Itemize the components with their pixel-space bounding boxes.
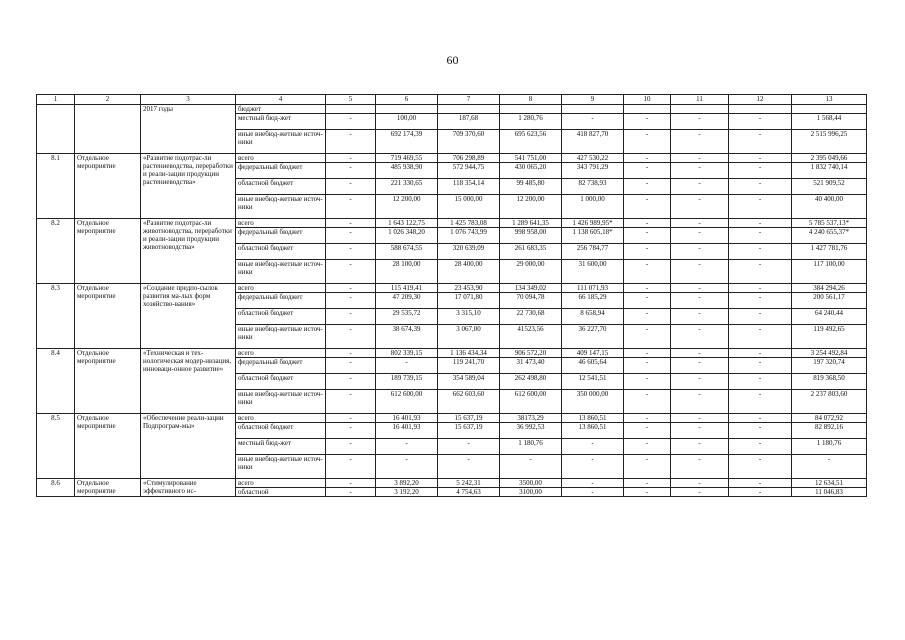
funding-source: иные внебюд-жетные источ-ники [236,130,326,154]
value-cell-c10: - [624,349,671,358]
column-header-9: 9 [562,95,624,105]
value-cell-c10: - [624,244,671,260]
value-cell-c6: - [376,358,438,374]
value-cell-c8 [500,105,562,114]
value-cell-c13: 2 237 803,60 [792,390,867,414]
value-cell-c5: - [326,374,376,390]
value-cell-c11: - [671,293,729,309]
value-cell-c10: - [624,114,671,130]
value-cell-c9: - [562,488,624,497]
value-cell-c7: 354 589,04 [438,374,500,390]
section-id: 8.6 [37,479,75,497]
value-cell-c10: - [624,260,671,284]
section-name: «Создание предпо-сылок развития ма-лых форм хозяйство-вания» [141,284,236,349]
value-cell-c7: - [438,439,500,455]
value-cell-c11: - [671,439,729,455]
value-cell-c8: 261 683,35 [500,244,562,260]
value-cell-c9: - [562,479,624,488]
table-row [37,219,867,228]
value-cell-c5: - [326,293,376,309]
value-cell-c10: - [624,390,671,414]
value-cell-c6: 100,00 [376,114,438,130]
value-cell-c11 [671,105,729,114]
value-cell-c10: - [624,479,671,488]
column-header-11: 11 [671,95,729,105]
value-cell-c7: 4 754,63 [438,488,500,497]
funding-source: федеральный бюджет [236,293,326,309]
funding-source: областной бюджет [236,179,326,195]
value-cell-c12: - [729,349,792,358]
value-cell-c8: 22 730,68 [500,309,562,325]
value-cell-c13: 64 240,44 [792,309,867,325]
column-header-12: 12 [729,95,792,105]
value-cell-c8: 1 289 641,35 [500,219,562,228]
value-cell-c7: 17 071,80 [438,293,500,309]
funding-source: федеральный бюджет [236,228,326,244]
value-cell-c12: - [729,293,792,309]
value-cell-c9: 409 147,15 [562,349,624,358]
value-cell-c11: - [671,488,729,497]
value-cell-c13: - [792,455,867,479]
column-header-2: 2 [75,95,141,105]
value-cell-c13: 1 568,44 [792,114,867,130]
value-cell-c10: - [624,228,671,244]
value-cell-c6: 16 401,93 [376,414,438,423]
value-cell-c9: 8 658,94 [562,309,624,325]
value-cell-c9: - [562,455,624,479]
value-cell-c11: - [671,179,729,195]
value-cell-c6: 29 535,72 [376,309,438,325]
value-cell-c11: - [671,195,729,219]
value-cell-c12: - [729,260,792,284]
value-cell-c5: - [326,244,376,260]
value-cell-c8: 70 094,78 [500,293,562,309]
value-cell-c7: 1 425 783,08 [438,219,500,228]
table-row [37,349,867,358]
section-name: «Техническая и тех-нологическая модер-низация, инноваци-онное развитие» [141,349,236,414]
value-cell-c6: 588 674,55 [376,244,438,260]
value-cell-c10: - [624,374,671,390]
value-cell-c9: 31 600,00 [562,260,624,284]
value-cell-c11: - [671,374,729,390]
value-cell-c11: - [671,423,729,439]
value-cell-c12: - [729,325,792,349]
value-cell-c8: 12 200,00 [500,195,562,219]
value-cell-c10: - [624,488,671,497]
value-cell-c7: 706 298,89 [438,154,500,163]
column-header-5: 5 [326,95,376,105]
table-row [37,284,867,293]
value-cell-c9: 12 541,51 [562,374,624,390]
value-cell-c12: - [729,219,792,228]
funding-source: областной бюджет [236,374,326,390]
value-cell-c13: 5 785 537,13* [792,219,867,228]
funding-source: областной бюджет [236,423,326,439]
funding-source: федеральный бюджет [236,163,326,179]
funding-source: иные внебюд-жетные источ-ники [236,390,326,414]
section-type [75,105,141,154]
value-cell-c10: - [624,130,671,154]
value-cell-c9: 418 827,70 [562,130,624,154]
section-id: 8.2 [37,219,75,284]
value-cell-c6: 189 739,15 [376,374,438,390]
funding-source: иные внебюд-жетные источ-ники [236,325,326,349]
value-cell-c7: 320 639,09 [438,244,500,260]
value-cell-c8: 3100,00 [500,488,562,497]
value-cell-c6: 115 419,41 [376,284,438,293]
value-cell-c8: 38173,29 [500,414,562,423]
value-cell-c6: 719 469,55 [376,154,438,163]
funding-source: местный бюд-жет [236,114,326,130]
value-cell-c6: 1 643 122,75 [376,219,438,228]
value-cell-c12: - [729,154,792,163]
value-cell-c11: - [671,349,729,358]
value-cell-c7: 1 136 434,34 [438,349,500,358]
value-cell-c12: - [729,309,792,325]
value-cell-c8: - [500,455,562,479]
value-cell-c13: 119 492,65 [792,325,867,349]
value-cell-c7: 709 370,60 [438,130,500,154]
value-cell-c10: - [624,414,671,423]
value-cell-c13: 2 515 996,25 [792,130,867,154]
value-cell-c11: - [671,260,729,284]
column-header-6: 6 [376,95,438,105]
value-cell-c11: - [671,154,729,163]
page-number: 60 [446,53,459,67]
value-cell-c10: - [624,219,671,228]
value-cell-c5: - [326,309,376,325]
section-name: «Развитие подотрас-ли животноводства, переработки и реали-зации продукции животноводства» [141,219,236,284]
value-cell-c8: 41523,56 [500,325,562,349]
value-cell-c10: - [624,455,671,479]
value-cell-c11: - [671,244,729,260]
funding-source: федеральный бюджет [236,358,326,374]
value-cell-c13: 117 100,00 [792,260,867,284]
column-header-8: 8 [500,95,562,105]
value-cell-c11: - [671,455,729,479]
value-cell-c12: - [729,228,792,244]
value-cell-c7: 187,68 [438,114,500,130]
value-cell-c7: 5 242,31 [438,479,500,488]
value-cell-c9 [562,105,624,114]
value-cell-c6: 28 100,00 [376,260,438,284]
value-cell-c10: - [624,293,671,309]
value-cell-c10: - [624,284,671,293]
value-cell-c12: - [729,358,792,374]
value-cell-c7: 572 944,75 [438,163,500,179]
value-cell-c8: 36 992,53 [500,423,562,439]
value-cell-c9: 343 791,29 [562,163,624,179]
table-header-row [37,95,867,105]
value-cell-c5: - [326,414,376,423]
funding-source: иные внебюд-жетные источ-ники [236,195,326,219]
value-cell-c5: - [326,423,376,439]
value-cell-c13: 819 368,50 [792,374,867,390]
value-cell-c13: 4 240 655,37* [792,228,867,244]
value-cell-c7: - [438,455,500,479]
value-cell-c12: - [729,179,792,195]
value-cell-c8: 262 498,80 [500,374,562,390]
value-cell-c9: - [562,114,624,130]
value-cell-c6 [376,105,438,114]
value-cell-c10: - [624,163,671,179]
value-cell-c13: 1 832 740,14 [792,163,867,179]
budget-table [36,94,867,497]
value-cell-c8: 134 349,02 [500,284,562,293]
value-cell-c9: 46 605,64 [562,358,624,374]
funding-source: всего [236,349,326,358]
value-cell-c7: 119 241,70 [438,358,500,374]
value-cell-c9: - [562,439,624,455]
value-cell-c9: 1 000,00 [562,195,624,219]
value-cell-c10: - [624,423,671,439]
value-cell-c10: - [624,439,671,455]
value-cell-c12: - [729,114,792,130]
value-cell-c12: - [729,284,792,293]
value-cell-c7: 3 067,00 [438,325,500,349]
funding-source: всего [236,219,326,228]
value-cell-c5: - [326,358,376,374]
value-cell-c7: 15 637,19 [438,423,500,439]
value-cell-c6: 692 174,39 [376,130,438,154]
section-type: Отдельное мероприятие [75,479,141,497]
funding-source: всего [236,154,326,163]
value-cell-c6: 12 200,00 [376,195,438,219]
section-type: Отдельное мероприятие [75,154,141,219]
value-cell-c5: - [326,228,376,244]
value-cell-c7: 3 315,10 [438,309,500,325]
value-cell-c5: - [326,455,376,479]
value-cell-c8: 29 000,00 [500,260,562,284]
section-id [37,105,75,154]
value-cell-c11: - [671,390,729,414]
value-cell-c8: 906 572,20 [500,349,562,358]
value-cell-c12: - [729,423,792,439]
value-cell-c9: 427 530,22 [562,154,624,163]
section-id: 8.4 [37,349,75,414]
value-cell-c7: 28 400,00 [438,260,500,284]
value-cell-c11: - [671,358,729,374]
value-cell-c12: - [729,455,792,479]
section-id: 8.3 [37,284,75,349]
value-cell-c5: - [326,179,376,195]
value-cell-c9: 111 071,93 [562,284,624,293]
value-cell-c13 [792,105,867,114]
value-cell-c13: 200 561,17 [792,293,867,309]
table-row [37,154,867,163]
value-cell-c13: 1 427 781,76 [792,244,867,260]
section-name: «Стимулирование эффективного ис- [141,479,236,497]
table-row [37,414,867,423]
value-cell-c6: 3 892,20 [376,479,438,488]
value-cell-c5: - [326,195,376,219]
value-cell-c12: - [729,488,792,497]
value-cell-c7: 15 637,19 [438,414,500,423]
funding-source: всего [236,479,326,488]
value-cell-c13: 12 634,51 [792,479,867,488]
value-cell-c7 [438,105,500,114]
value-cell-c11: - [671,114,729,130]
value-cell-c13: 521 909,52 [792,179,867,195]
value-cell-c12: - [729,130,792,154]
value-cell-c10: - [624,179,671,195]
value-cell-c13: 197 320,74 [792,358,867,374]
value-cell-c5: - [326,114,376,130]
value-cell-c5: - [326,479,376,488]
funding-source: местный бюд-жет [236,439,326,455]
value-cell-c5: - [326,349,376,358]
value-cell-c9: 13 860,51 [562,414,624,423]
value-cell-c10: - [624,325,671,349]
value-cell-c8: 541 751,00 [500,154,562,163]
column-header-13: 13 [792,95,867,105]
value-cell-c5 [326,105,376,114]
value-cell-c12 [729,105,792,114]
value-cell-c5: - [326,439,376,455]
section-id: 8.1 [37,154,75,219]
funding-source: всего [236,284,326,293]
column-header-10: 10 [624,95,671,105]
section-name: «Развитие подотрас-ли растениеводства, переработки и реали-зации продукции растениеводства» [141,154,236,219]
funding-source: областной [236,488,326,497]
section-type: Отдельное мероприятие [75,349,141,414]
column-header-3: 3 [141,95,236,105]
value-cell-c7: 1 076 743,99 [438,228,500,244]
value-cell-c8: 3500,00 [500,479,562,488]
value-cell-c10: - [624,195,671,219]
section-type: Отдельное мероприятие [75,284,141,349]
value-cell-c12: - [729,479,792,488]
table-row [37,479,867,488]
value-cell-c8: 430 065,20 [500,163,562,179]
value-cell-c11: - [671,284,729,293]
table-row [37,105,867,114]
section-type: Отдельное мероприятие [75,219,141,284]
value-cell-c11: - [671,130,729,154]
value-cell-c11: - [671,309,729,325]
value-cell-c8: 1 280,76 [500,114,562,130]
funding-source: иные внебюд-жетные источ-ники [236,455,326,479]
value-cell-c6: 612 600,00 [376,390,438,414]
value-cell-c12: - [729,163,792,179]
value-cell-c13: 3 254 492,84 [792,349,867,358]
value-cell-c7: 662 603,60 [438,390,500,414]
value-cell-c13: 40 400,00 [792,195,867,219]
value-cell-c6: 1 026 348,20 [376,228,438,244]
section-id: 8.5 [37,414,75,479]
value-cell-c8: 1 180,76 [500,439,562,455]
column-header-1: 1 [37,95,75,105]
value-cell-c12: - [729,195,792,219]
value-cell-c5: - [326,154,376,163]
value-cell-c12: - [729,414,792,423]
value-cell-c9: 350 000,00 [562,390,624,414]
value-cell-c11: - [671,479,729,488]
funding-source: всего [236,414,326,423]
value-cell-c6: 47 209,30 [376,293,438,309]
value-cell-c8: 99 485,80 [500,179,562,195]
value-cell-c9: 13 860,51 [562,423,624,439]
value-cell-c9: 36 227,70 [562,325,624,349]
value-cell-c6: 16 401,93 [376,423,438,439]
value-cell-c12: - [729,374,792,390]
value-cell-c10 [624,105,671,114]
value-cell-c9: 82 738,93 [562,179,624,195]
value-cell-c11: - [671,219,729,228]
value-cell-c5: - [326,325,376,349]
value-cell-c7: 15 000,00 [438,195,500,219]
funding-source: иные внебюд-жетные источ-ники [236,260,326,284]
value-cell-c13: 384 294,26 [792,284,867,293]
value-cell-c6: 485 938,90 [376,163,438,179]
value-cell-c8: 695 623,56 [500,130,562,154]
value-cell-c5: - [326,488,376,497]
value-cell-c10: - [624,154,671,163]
value-cell-c7: 23 453,90 [438,284,500,293]
section-name: 2017 годы [141,105,236,154]
value-cell-c8: 612 600,00 [500,390,562,414]
value-cell-c8: 998 958,00 [500,228,562,244]
value-cell-c8: 31 473,40 [500,358,562,374]
value-cell-c5: - [326,130,376,154]
section-name: «Обеспечение реали-зации Подпрограм-мы» [141,414,236,479]
value-cell-c5: - [326,163,376,179]
value-cell-c5: - [326,219,376,228]
funding-source: областной бюджет [236,244,326,260]
value-cell-c12: - [729,390,792,414]
value-cell-c13: 11 046,83 [792,488,867,497]
value-cell-c11: - [671,414,729,423]
value-cell-c9: 1 138 605,18* [562,228,624,244]
value-cell-c7: 118 354,14 [438,179,500,195]
value-cell-c6: - [376,439,438,455]
value-cell-c13: 2 395 049,66 [792,154,867,163]
value-cell-c11: - [671,228,729,244]
value-cell-c9: 66 185,29 [562,293,624,309]
value-cell-c12: - [729,439,792,455]
section-type: Отдельное мероприятие [75,414,141,479]
value-cell-c6: - [376,455,438,479]
value-cell-c13: 84 072,92 [792,414,867,423]
value-cell-c5: - [326,390,376,414]
value-cell-c11: - [671,325,729,349]
value-cell-c6: 221 330,65 [376,179,438,195]
value-cell-c9: 1 426 989,95* [562,219,624,228]
value-cell-c5: - [326,260,376,284]
value-cell-c12: - [729,244,792,260]
value-cell-c11: - [671,163,729,179]
value-cell-c13: 82 892,16 [792,423,867,439]
value-cell-c13: 1 180,76 [792,439,867,455]
column-header-7: 7 [438,95,500,105]
funding-source: областной бюджет [236,309,326,325]
value-cell-c6: 3 192,20 [376,488,438,497]
column-header-4: 4 [236,95,326,105]
value-cell-c6: 38 674,39 [376,325,438,349]
value-cell-c9: 256 784,77 [562,244,624,260]
value-cell-c6: 802 339,15 [376,349,438,358]
funding-source: бюджет [236,105,326,114]
value-cell-c10: - [624,358,671,374]
value-cell-c10: - [624,309,671,325]
value-cell-c5: - [326,284,376,293]
